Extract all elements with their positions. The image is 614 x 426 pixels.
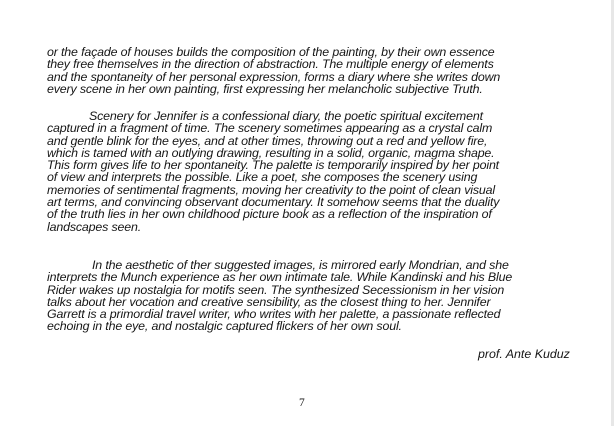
paragraph-line: every scene in her own painting, first expressing her melancholic subjective Truth. [47, 81, 483, 96]
paragraph-line: art terms, and convincing observant documentary. It somehow seems that the duality [47, 195, 500, 210]
paragraph-line: or the façade of houses builds the composition of the painting, by their own essence [47, 45, 495, 59]
paragraph-line: echoing in the eye, and nostalgic captured flickers of her own soul. [47, 319, 402, 334]
paragraph-line: In the aesthetic of ther suggested images, is mirrored early Mondrian, and she [92, 258, 509, 272]
paragraph-line: Garrett is a primordial travel writer, who writes with her palette, a passionate reflected [47, 307, 501, 322]
paragraph-line: they free themselves in the direction of abstraction. The multiple energy of elements [47, 57, 494, 72]
paragraph-line: of view and interprets the possible. Like a poet, she composes the scenery using [47, 170, 478, 185]
paragraph-line: captured in a fragment of time. The scenery sometimes appearing as a crystal calm [47, 121, 493, 136]
paragraph-line: which is tamed with an outlying drawing, resulting in a solid, organic, magma shape. [47, 145, 495, 160]
paragraph-3 [47, 259, 512, 333]
paragraph-line: This form gives life to her spontaneity. The palette is temporarily inspired by her point [47, 158, 499, 173]
page-number: 7 [299, 397, 305, 409]
paragraph-1 [47, 46, 500, 95]
paragraph-line: and gentle blink for the eyes, and at other times, throwing out a red and yellow fire, [47, 133, 488, 148]
paragraph-line: interprets the Munch experience as her own intimate tale. While Kandinski and his Blue [47, 270, 513, 285]
paragraph-2 [47, 110, 499, 233]
paragraph-line: memories of sentimental fragments, moving her creativity to the point of clean visual [47, 182, 495, 197]
paragraph-line: of the truth lies in her own childhood picture book as a reflection of the inspiration of [47, 207, 492, 222]
paragraph-line: Scenery for Jennifer is a confessional diary, the poetic spiritual excitement [89, 109, 483, 123]
paragraph-line: Rider wakes up nostalgia for motifs seen. The synthesized Secessionism in her vision [47, 282, 505, 297]
paragraph-line: landscapes seen. [47, 219, 142, 234]
paragraph-line: and the spontaneity of her personal expression, forms a diary where she writes down [47, 69, 501, 84]
paragraph-line: talks about her vocation and creative sensibility, as the closest thing to her. Jennifer [47, 294, 491, 309]
signature: prof. Ante Kuduz [478, 347, 570, 361]
